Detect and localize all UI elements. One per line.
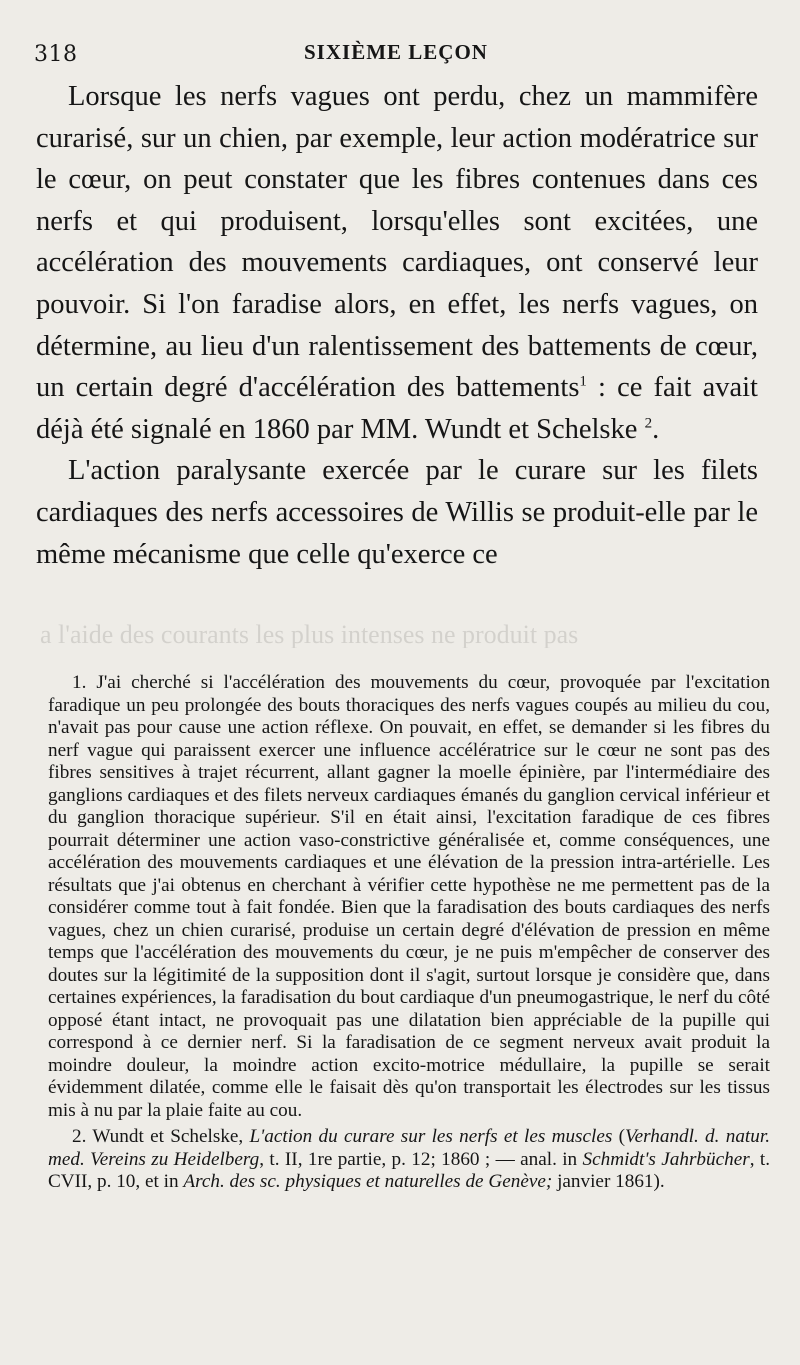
footnote-citation-title: L'action du curare sur les nerfs et les muscles [249,1126,613,1147]
bleed-through-text: a l'aide des courants les plus intenses ne produit pas [40,620,579,648]
paragraph-text: . [652,413,660,445]
main-text [36,76,758,575]
footnote-ref: 1 [579,373,587,390]
page-header [34,38,760,68]
footnote-1: 1. J'ai cherché si l'accélération des mouvements du cœur, provoquée par l'excitation faradique un peu prolongée des bouts thoraciques des nerfs vagues coupés au milieu du cou, n'avait pas pour cause une action réflexe. On pouvait, en effet, se demander si les fibres du nerf vague qui paraissent exercer une influence accélératrice sur le cœur ne sont pas des fibres sensitives à trajet récurrent, allant gagner la moelle épinière, par l'intermédiaire des ganglions cardiaques et des filets nerveux cardiaques émanés du ganglion cervical inférieur et du ganglion thoracique supérieur. S'il en était ainsi, l'excitation faradique de ces fibres pourrait déterminer une action vaso-constrictive généralisée et, comme conséquences, une accélération des mouvements cardiaques et une élévation de la pression intra-artérielle. Les résultats que j'ai obtenus en cherchant à vérifier cette hypothèse ne me permettent pas de la considérer comme tout à fait fondée. Bien que la faradisation des bouts cardiaques des nerfs vagues, chez un chien curarisé, produise un certain degré d'élévation de pression en même temps que l'accélération des mouvements du cœur, je ne puis m'empêcher de conserver des doutes sur la légitimité de la supposition dont il s'agit, surtout lorsque je considère que, dans certaines expériences, la faradisation du bout cardiaque d'un pneumogastrique, le nerf du côté opposé étant intact, ne provoquait pas une dilatation bien appréciable de la pupille qui correspond à ce dernier nerf. Si la faradisation de ce segment nerveux avait produit la moindre douleur, la moindre action excito-motrice médullaire, la pupille se serait évidemment dilatée, comme elle le faisait dès qu'on transportait les électrodes sur les tissus mis à nu par la plaie faite au cou. [48,672,770,1121]
footnote-text: janvier 1861). [552,1171,665,1192]
footnote-text: ( [612,1126,626,1147]
footnote-2 [48,1126,770,1194]
running-title: SIXIÈME LEÇON [304,40,488,64]
footnote-journal: Schmidt's Jahrbücher [582,1148,750,1170]
footnote-text: 2. Wundt et Schelske, [72,1126,250,1147]
footnote-journal: Arch. des sc. physiques et naturelles de Genève; [183,1171,553,1192]
paragraph-text: Lorsque les nerfs vagues ont perdu, chez un mammifère curarisé, sur un chien, par exemple, leur action modératrice sur le cœur, on peut constater que les fibres contenues dans ces nerfs et qui produisent, lorsqu'elles sont excitées, une accélération des mouvements cardiaques, ont conservé leur pouvoir. Si l'on faradise alors, en effet, les nerfs vagues, on détermine, au lieu d'un ralentissement des battements de cœur, un certain degré d'accélération des battements [36,81,758,404]
footnote-journal: Verhandl. d. natur. med. Vereins zu Heidelberg [48,1126,770,1170]
paragraph-text: : ce fait avait déjà été signalé en 1860 par MM. Wundt et Schelske [36,372,758,445]
footnotes [48,672,770,1198]
footnote-text: , t. CVII, p. 10, et in [48,1148,770,1192]
footnote-text: , t. II, 1re partie, p. 12; 1860 ; — anal. in [259,1148,583,1170]
page-number: 318 [34,42,78,67]
footnote-ref: 2 [644,415,653,432]
paragraph [36,76,758,450]
paragraph: L'action paralysante exercée par le curare sur les filets cardiaques des nerfs accessoires de Willis se produit-elle par le même mécanisme que celle qu'exerce ce [36,455,758,570]
